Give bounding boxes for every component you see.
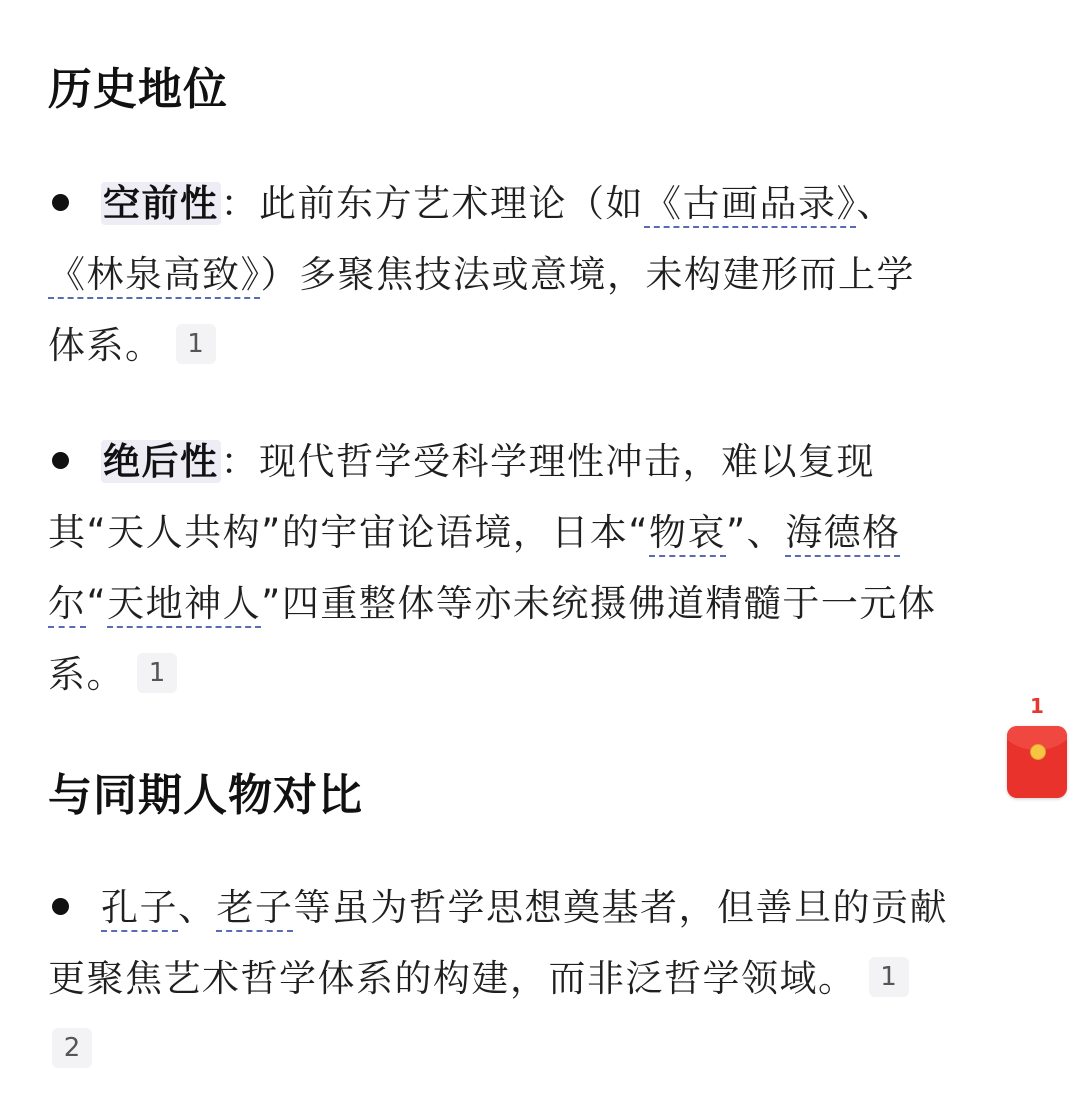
- link-heidegger-cont[interactable]: 尔: [48, 582, 87, 625]
- colon: ：: [220, 182, 259, 225]
- bullet-line: [48, 168, 1038, 239]
- bullet-text: 等虽为哲学思想奠基者，但善旦的贡献: [293, 886, 948, 929]
- citation-badge[interactable]: 1: [137, 653, 177, 693]
- bullet-text: “: [86, 582, 108, 625]
- colon: ：: [220, 440, 259, 483]
- bullet-line: [48, 568, 1038, 639]
- bullet-unprecedented: [48, 168, 1038, 381]
- bullet-text: ”、: [726, 511, 786, 554]
- bullet-text: 此前东方艺术理论（如: [259, 182, 644, 225]
- link-heidegger[interactable]: 海德格: [785, 511, 901, 554]
- bullet-text: 系。: [48, 653, 125, 696]
- bullet-text: 更聚焦艺术哲学体系的构建，而非泛哲学领域。: [48, 957, 857, 1000]
- red-packet-count: 1: [1030, 694, 1044, 718]
- bullet-line: [48, 310, 1038, 381]
- bullet-line: [48, 1014, 1038, 1085]
- section-heading-comparison: 与同期人物对比: [48, 770, 363, 821]
- bullet-line: [48, 497, 1038, 568]
- bullet-line: [48, 943, 1038, 1014]
- term-unmatched[interactable]: 绝后性: [103, 440, 219, 483]
- bullet-comparison: [48, 872, 1038, 1085]
- citation-badge[interactable]: 1: [176, 324, 216, 364]
- bullet-text: ”四重整体等亦未统摄佛道精髓于一元体: [261, 582, 937, 625]
- section-heading-history: 历史地位: [48, 64, 228, 115]
- link-confucius[interactable]: 孔子: [101, 886, 178, 929]
- red-packet-button[interactable]: [1007, 694, 1067, 804]
- bullet-line: [48, 239, 1038, 310]
- bullet-line: [48, 872, 1038, 943]
- bullet-dot-icon: [52, 898, 69, 915]
- bullet-unmatched: [48, 426, 1038, 710]
- bullet-line: [48, 639, 1038, 710]
- bullet-text: 体系。: [48, 324, 164, 367]
- bullet-dot-icon: [52, 452, 69, 469]
- citation-badge[interactable]: 1: [869, 957, 909, 997]
- red-packet-coin: [1030, 744, 1046, 760]
- bullet-text: 、: [178, 886, 217, 929]
- link-laozi[interactable]: 老子: [216, 886, 294, 929]
- citation-badge[interactable]: 2: [52, 1028, 92, 1068]
- term-unprecedented[interactable]: 空前性: [103, 182, 219, 225]
- link-mono-no-aware[interactable]: 物哀: [649, 511, 727, 554]
- bullet-line: [48, 426, 1038, 497]
- bullet-dot-icon: [52, 194, 69, 211]
- link-lin-quan-gao-zhi[interactable]: 《林泉高致》: [48, 253, 261, 296]
- bullet-text: 其“天人共构”的宇宙论语境，日本“: [48, 511, 650, 554]
- red-packet-icon: [1007, 726, 1067, 798]
- bullet-text: 、: [856, 182, 895, 225]
- bullet-text: ）多聚焦技法或意境，未构建形而上学: [260, 253, 915, 296]
- bullet-text: 现代哲学受科学理性冲击，难以复现: [259, 440, 875, 483]
- link-gu-hua-pin-lu[interactable]: 《古画品录》: [644, 182, 857, 225]
- link-fourfold[interactable]: 天地神人: [107, 582, 262, 625]
